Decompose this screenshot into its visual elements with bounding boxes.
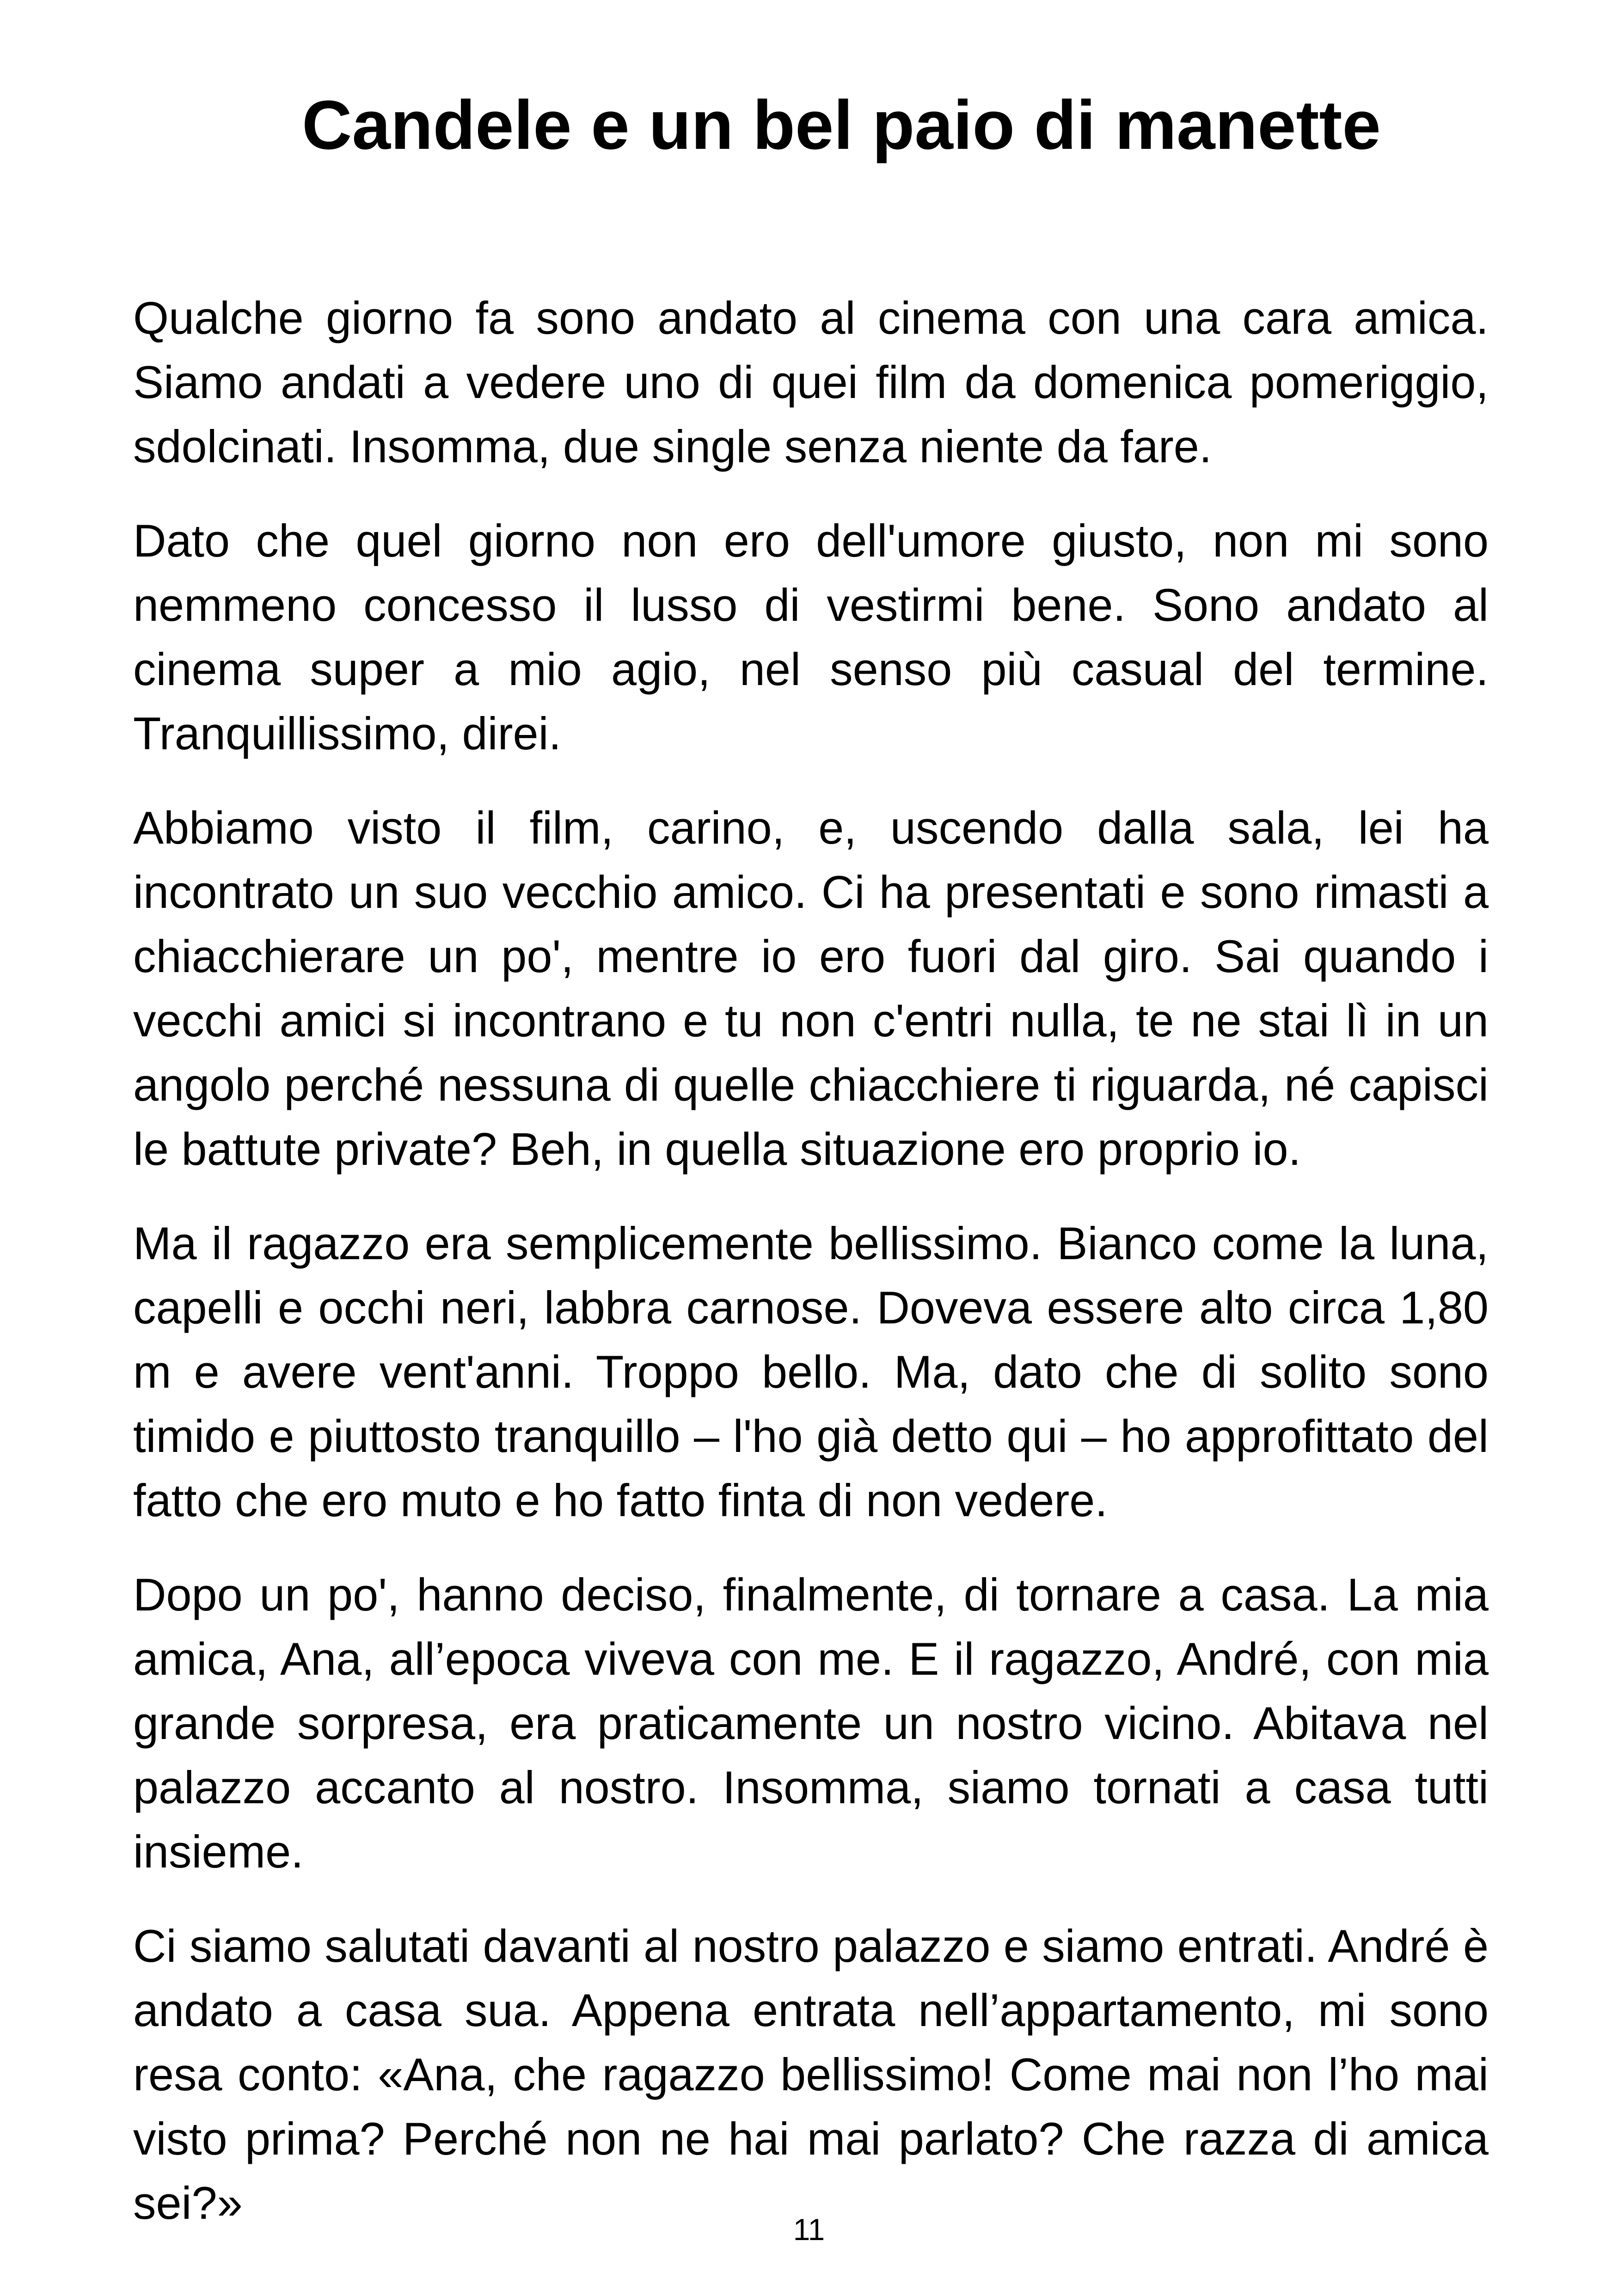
paragraph-1: Qualche giorno fa sono andato al cinema con una cara amica. Siamo andati a vedere uno di quei film da domenica pomeriggio, sdolcinati. Insomma, due single senza niente da fare. xyxy=(133,292,1489,472)
body-text xyxy=(133,286,1489,2265)
page-number: 11 xyxy=(793,2212,825,2247)
paragraph-2: Dato che quel giorno non ero dell'umore giusto, non mi sono nemmeno concesso il lusso di vestirmi bene. Sono andato al cinema super a mio agio, nel senso più casual del termine. Tranquillissimo, direi. xyxy=(133,515,1489,759)
paragraph-4: Ma il ragazzo era semplicemente bellissimo. Bianco come la luna, capelli e occhi neri, labbra carnose. Doveva essere alto circa 1,80 m e avere vent'anni. Troppo bello. Ma, dato che di solito sono timido e piuttosto tranquillo – l'ho già detto qui – ho approfittato del fatto che ero muto e ho fatto finta di non vedere. xyxy=(133,1218,1489,1526)
paragraph-3: Abbiamo visto il film, carino, e, uscendo dalla sala, lei ha incontrato un suo vecchio amico. Ci ha presentati e sono rimasti a chiacchierare un po', mentre io ero fuori dal giro. Sai quando i vecchi amici si incontrano e tu non c'entri nulla, te ne stai lì in un angolo perché nessuna di quelle chiacchiere ti riguarda, né capisci le battute private? Beh, in quella situazione ero proprio io. xyxy=(133,802,1489,1175)
paragraph-6: Ci siamo salutati davanti al nostro palazzo e siamo entrati. André è andato a casa sua. Appena entrata nell’appartamento, mi sono resa conto: «Ana, che ragazzo bellissimo! Come mai non l’ho mai visto prima? Perché non ne hai mai parlato? Che razza di amica sei?» xyxy=(133,1920,1489,2229)
page-title: Candele e un bel paio di manette xyxy=(302,86,1381,164)
paragraph-5: Dopo un po', hanno deciso, finalmente, di tornare a casa. La mia amica, Ana, all’epoca viveva con me. E il ragazzo, André, con mia grande sorpresa, era praticamente un nostro vicino. Abitava nel palazzo accanto al nostro. Insomma, siamo tornati a casa tutti insieme. xyxy=(133,1569,1489,1877)
